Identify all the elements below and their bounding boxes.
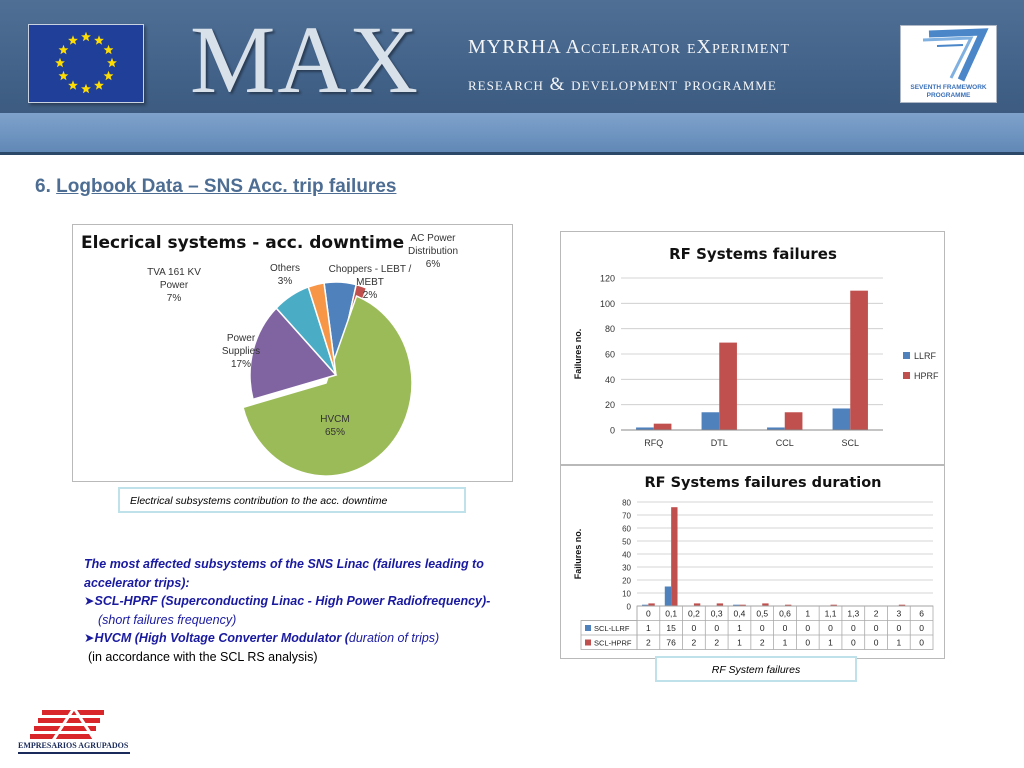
bar: [702, 412, 720, 430]
y-tick-label: 40: [622, 550, 631, 560]
notes-bullet-1: [84, 592, 554, 611]
pie-label-power-supplies-value: 17%: [230, 359, 251, 370]
y-tick-label: 50: [622, 537, 631, 547]
data-table-value: 0: [896, 623, 902, 633]
arrow-bullet-icon: ➤: [84, 631, 95, 645]
eu-star: [94, 80, 104, 89]
rf-duration-chart-panel: [560, 465, 945, 659]
notes-bullet-2-text: HVCM (High Voltage Converter Modulator (: [94, 631, 349, 645]
eu-star: [59, 45, 69, 54]
data-table-value: 2: [759, 637, 765, 648]
ea-company-name: EMPRESARIOS AGRUPADOS: [18, 741, 129, 750]
data-table-value: 2: [691, 637, 697, 648]
data-table-value: 1: [646, 623, 651, 633]
y-tick-label: 20: [622, 576, 631, 586]
pie-chart-panel: [72, 224, 513, 482]
y-tick-label: 100: [599, 298, 615, 309]
x-tick-label: 0,6: [779, 608, 791, 619]
max-logo-text: MAX: [190, 6, 421, 113]
header-divider: [0, 152, 1024, 155]
pie-label-hvcm-name: HVCM: [320, 414, 350, 425]
legend-label: LLRF: [914, 351, 937, 361]
x-tick-label: 0,2: [688, 608, 700, 619]
fp7-label-line1: SEVENTH FRAMEWORK: [910, 84, 987, 91]
pie-label-power-supplies-name: Power Supplies: [221, 333, 261, 357]
empresarios-agrupados-logo: [18, 708, 130, 758]
bar: [785, 412, 803, 430]
data-table-value: 0: [873, 637, 879, 648]
ea-underline: [18, 752, 130, 754]
pie-label-others: [259, 262, 311, 288]
x-tick-label: CCL: [775, 438, 794, 448]
bar: [654, 424, 672, 430]
x-tick-label: 0,4: [733, 608, 746, 619]
data-table-value: 0: [873, 623, 879, 633]
y-tick-label: 10: [622, 589, 631, 599]
legend-swatch: [903, 372, 910, 379]
section-title: [35, 176, 396, 198]
y-tick-label: 80: [622, 498, 631, 508]
x-tick-label: DTL: [710, 438, 728, 448]
data-table-value: 0: [850, 623, 856, 633]
section-title-link[interactable]: Logbook Data – SNS Acc. trip failures: [56, 176, 397, 197]
pie-label-choppers: [325, 263, 415, 302]
x-tick-label: 1,1: [824, 608, 837, 619]
fp7-seven-icon: [901, 26, 996, 84]
data-table-value: 2: [714, 637, 720, 648]
notes-bullet-2: [84, 629, 554, 648]
bar: [671, 507, 677, 606]
data-table-value: 0: [691, 623, 697, 633]
x-tick-label: 1,3: [847, 608, 860, 619]
y-axis-label: Failures no.: [573, 328, 583, 380]
x-tick-label: 0,5: [756, 608, 769, 619]
y-axis-label: Failures no.: [573, 528, 583, 580]
eu-star: [68, 80, 78, 89]
fp7-label: [901, 84, 996, 100]
notes-bullet-2-detail: duration of trips): [348, 631, 440, 645]
notes-bullet-1-detail: (short failures frequency): [98, 612, 237, 627]
legend-label: SCL-HPRF: [594, 638, 632, 648]
pie-label-others-value: 3%: [277, 276, 293, 287]
eu-star: [107, 58, 117, 67]
x-tick-label: 0: [646, 608, 651, 619]
header-band: [0, 113, 1024, 155]
y-tick-label: 0: [626, 602, 631, 612]
x-tick-label: 0,1: [665, 608, 678, 619]
data-table-value: 0: [828, 623, 833, 633]
x-tick-label: SCL: [841, 438, 860, 448]
eu-star: [55, 58, 65, 67]
pie-label-tva: [133, 266, 215, 305]
pie-label-hvcm: [305, 413, 365, 439]
pie-label-power-supplies: [211, 332, 271, 371]
data-table-value: 0: [759, 623, 765, 633]
bar: [833, 408, 851, 430]
eu-star: [68, 35, 78, 44]
x-tick-label: RFQ: [644, 438, 664, 448]
x-tick-label: 3: [896, 608, 902, 619]
data-table-value: 0: [805, 623, 811, 633]
y-tick-label: 0: [609, 425, 615, 436]
chart-title: RF Systems failures duration: [644, 475, 882, 491]
data-table-value: 1: [782, 637, 788, 648]
notes-footer: (in accordance with the SCL RS analysis): [88, 649, 318, 664]
eu-star: [59, 71, 69, 80]
data-table-value: 15: [666, 623, 676, 633]
y-tick-label: 20: [604, 400, 615, 411]
x-tick-label: 6: [919, 608, 924, 619]
eu-star: [94, 35, 104, 44]
legend-label: HPRF: [914, 371, 939, 381]
pie-label-tva-name: TVA 161 KV Power: [147, 267, 201, 291]
pie-chart-title: Elecrical systems - acc. downtime: [81, 233, 405, 253]
header-subtitle-line2: research & development programme: [468, 74, 777, 95]
rf-failures-chart: [561, 232, 944, 464]
pie-label-ac-power-name: AC Power Distribution: [407, 233, 459, 257]
y-tick-label: 120: [599, 273, 615, 284]
bar: [665, 587, 671, 607]
ea-logo-icon: [18, 708, 130, 744]
eu-star: [81, 32, 91, 41]
data-table-value: 0: [782, 623, 788, 633]
legend-swatch: [585, 640, 591, 646]
pie-label-others-name: Others: [269, 263, 300, 274]
pie-label-ac-power-value: 6%: [425, 259, 441, 270]
data-table-value: 1: [828, 637, 833, 648]
y-tick-label: 80: [604, 324, 615, 335]
data-table-value: 0: [919, 637, 924, 648]
chart-title: RF Systems failures: [669, 245, 837, 263]
eu-star: [104, 45, 114, 54]
y-tick-label: 40: [604, 374, 615, 385]
eu-star: [104, 71, 114, 80]
section-number: 6.: [35, 176, 51, 197]
data-table-value: 0: [850, 637, 856, 648]
header-subtitle-line1: MYRRHA Accelerator eXperiment: [468, 36, 790, 58]
pie-label-choppers-name: Choppers - LEBT / MEBT: [328, 264, 412, 288]
arrow-bullet-icon: ➤: [84, 594, 95, 608]
data-table-value: 0: [714, 623, 720, 633]
notes-bullet-1-text: SCL-HPRF (Superconducting Linac - High Power Radiofrequency)-: [94, 594, 491, 608]
pie-label-choppers-value: 2%: [362, 290, 378, 301]
data-table-value: 1: [896, 637, 902, 648]
x-tick-label: 0,3: [710, 608, 723, 619]
x-tick-label: 1: [805, 608, 811, 619]
rf-caption: RF System failures: [655, 656, 857, 682]
legend-label: SCL-LLRF: [594, 624, 630, 633]
pie-caption: Electrical subsystems contribution to the acc. downtime: [118, 487, 466, 513]
eu-stars-icon: [29, 25, 143, 102]
bar: [850, 291, 868, 430]
eu-flag-logo: [28, 24, 144, 103]
fp7-logo: [900, 25, 997, 103]
y-tick-label: 60: [604, 349, 615, 360]
data-table-value: 1: [737, 623, 742, 633]
fp7-label-line2: PROGRAMME: [926, 92, 971, 99]
eu-star: [81, 84, 91, 93]
y-tick-label: 60: [622, 524, 631, 534]
data-table-value: 0: [805, 637, 811, 648]
rf-failures-chart-panel: [560, 231, 945, 465]
bar: [719, 343, 737, 430]
data-table-value: 2: [646, 637, 651, 648]
notes-text: [84, 555, 554, 666]
data-table-value: 0: [919, 623, 924, 633]
y-tick-label: 30: [622, 563, 631, 573]
notes-intro: The most affected subsystems of the SNS Linac (failures leading to accelerator trips):: [84, 557, 484, 590]
x-tick-label: 2: [873, 608, 879, 619]
data-table-value: 1: [737, 637, 742, 648]
pie-label-tva-value: 7%: [166, 293, 182, 304]
pie-label-hvcm-value: 65%: [324, 427, 345, 438]
data-table-value: 76: [666, 637, 676, 648]
y-tick-label: 70: [622, 511, 631, 521]
rf-duration-chart: [561, 466, 944, 658]
legend-swatch: [903, 352, 910, 359]
legend-swatch: [585, 625, 591, 631]
